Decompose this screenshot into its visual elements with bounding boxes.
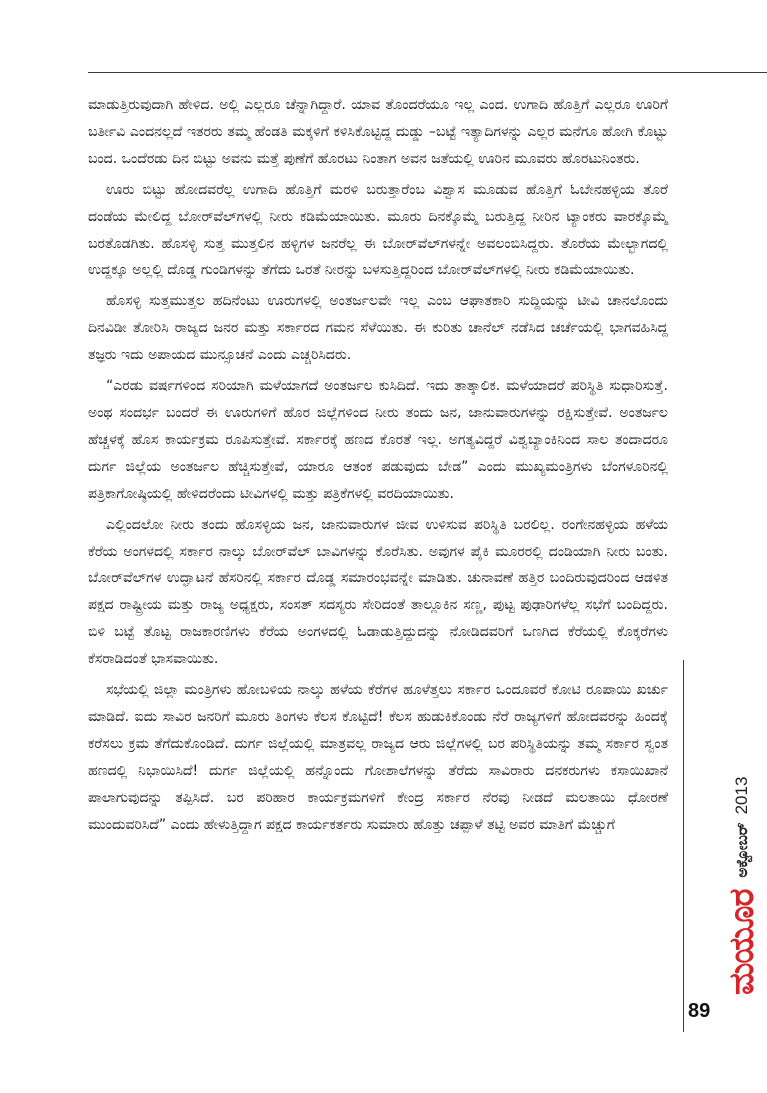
issue-year: 2013 (732, 776, 751, 815)
magazine-info (722, 777, 762, 995)
issue-month: ಅಕ್ಟೋಬರ್ (733, 822, 751, 878)
article-paragraph: “ಎರಡು ವರ್ಷಗಳಿಂದ ಸರಿಯಾಗಿ ಮಳೆಯಾಗದೆ ಅಂತರ್ಜಲ ಕುಸಿದಿದೆ. ಇದು ತಾತ್ಕಾಲಿಕ. ಮಳೆಯಾದರೆ ಪರಿಸ್ಥಿತಿ ಸುಧಾರಿಸುತ್ತೆ. ಅಂಥ ಸಂದರ್ಭ ಬಂದರೆ ಈ ಊರುಗಳಿಗೆ ಹೊರ ಜಿಲ್ಲೆಗಳಿಂದ ನೀರು ತಂದು ಜನ, ಜಾನುವಾರುಗಳನ್ನು ರಕ್ಷಿಸುತ್ತೇವೆ. ಅಂತರ್ಜಲ ಹೆಚ್ಚಳಕ್ಕೆ ಹೊಸ ಕಾರ್ಯಕ್ರಮ ರೂಪಿಸುತ್ತೇವೆ. ಸರ್ಕಾರಕ್ಕೆ ಹಣದ ಕೊರತೆ ಇಲ್ಲ. ಅಗತ್ಯವಿದ್ದರೆ ವಿಶ್ವಬ್ಯಾಂಕಿನಿಂದ ಸಾಲ ತಂದಾದರೂ ದುರ್ಗ ಜಿಲ್ಲೆಯ ಅಂತರ್ಜಲ ಹೆಚ್ಚಿಸುತ್ತೇವೆ, ಯಾರೂ ಆತಂಕ ಪಡುವುದು ಬೇಡ” ಎಂದು ಮುಖ್ಯಮಂತ್ರಿಗಳು ಬೆಂಗಳೂರಿನಲ್ಲಿ ಪತ್ರಿಕಾಗೋಷ್ಠಿಯಲ್ಲಿ ಹೇಳಿದರೆಂದು ಟೀವಿಗಳಲ್ಲಿ ಮತ್ತು ಪತ್ರಿಕೆಗಳಲ್ಲಿ ವರದಿಯಾಯಿತು. (88, 378, 668, 502)
article-paragraph: ಊರು ಬಿಟ್ಟು ಹೋದವರೆಲ್ಲ ಉಗಾದಿ ಹೊತ್ತಿಗೆ ಮರಳಿ ಬರುತ್ತಾರೆಂಬ ವಿಶ್ವಾಸ ಮೂಡುವ ಹೊತ್ತಿಗೆ ಓಬೇನಹಳ್ಳಿಯ ತೊರೆ ದಂಡೆಯ ಮೇಲಿದ್ದ ಬೋರ್‌ವೆಲ್‌ಗಳಲ್ಲಿ ನೀರು ಕಡಿಮೆಯಾಯಿತು. ಮೂರು ದಿನಕ್ಕೊಮ್ಮೆ ಬರುತ್ತಿದ್ದ ನೀರಿನ ಟ್ಯಾಂಕರು ವಾರಕ್ಕೊಮ್ಮೆ ಬರತೊಡಗಿತು. ಹೊಸಳ್ಳಿ ಸುತ್ತ ಮುತ್ತಲಿನ ಹಳ್ಳಿಗಳ ಜನರೆಲ್ಲ ಈ ಬೋರ್‌ವೆಲ್‌ಗಳನ್ನೇ ಅವಲಂಬಿಸಿದ್ದರು. ತೊರೆಯ ಮೇಲ್ಭಾಗದಲ್ಲಿ ಉದ್ದಕ್ಕೂ ಅಲ್ಲಲ್ಲಿ ದೊಡ್ಡ ಗುಂಡಿಗಳನ್ನು ತೆಗೆದು ಒರತೆ ನೀರನ್ನು ಬಳಸುತ್ತಿದ್ದರಿಂದ ಬೋರ್‌ವೆಲ್‌ಗಳಲ್ಲಿ ನೀರು ಕಡಿಮೆಯಾಯಿತು. (88, 181, 668, 279)
sidebar-divider (683, 660, 684, 1032)
article-paragraph: ಎಲ್ಲಿಂದಲೋ ನೀರು ತಂದು ಹೊಸಳ್ಳಿಯ ಜನ, ಜಾನುವಾರುಗಳ ಜೀವ ಉಳಿಸುವ ಪರಿಸ್ಥಿತಿ ಬರಲಿಲ್ಲ. ರಂಗೇನಹಳ್ಳಿಯ ಹಳೆಯ ಕೆರೆಯ ಅಂಗಳದಲ್ಲಿ ಸರ್ಕಾರ ನಾಲ್ಕು ಬೋರ್‌ವೆಲ್ ಬಾವಿಗಳನ್ನು ಕೊರೆಸಿತು. ಅವುಗಳ ಪೈಕಿ ಮೂರರಲ್ಲಿ ದಂಡಿಯಾಗಿ ನೀರು ಬಂತು. ಬೋರ್‌ವೆಲ್‌ಗಳ ಉದ್ಘಾಟನೆ ಹೆಸರಿನಲ್ಲಿ ಸರ್ಕಾರ ದೊಡ್ಡ ಸಮಾರಂಭವನ್ನೇ ಮಾಡಿತು. ಚುನಾವಣೆ ಹತ್ತಿರ ಬಂದಿರುವುದರಿಂದ ಆಡಳಿತ ಪಕ್ಷದ ರಾಷ್ಟ್ರೀಯ ಮತ್ತು ರಾಜ್ಯ ಅಧ್ಯಕ್ಷರು, ಸಂಸತ್ ಸದಸ್ಯರು ಸೇರಿದಂತೆ ತಾಲ್ಲೂಕಿನ ಸಣ್ಣ, ಪುಟ್ಟ ಪುಢಾರಿಗಳೆಲ್ಲ ಸಭೆಗೆ ಬಂದಿದ್ದರು. ಬಿಳಿ ಬಟ್ಟೆ ತೊಟ್ಟ ರಾಜಕಾರಣಿಗಳು ಕೆರೆಯ ಅಂಗಳದಲ್ಲಿ ಓಡಾಡುತ್ತಿದ್ದುದನ್ನು ನೋಡಿದವರಿಗೆ ಒಣಗಿದ ಕೆರೆಯಲ್ಲಿ ಕೊಕ್ಕರೆಗಳು ಕೆಸರಾಡಿದಂತೆ ಭಾಸವಾಯಿತು. (88, 516, 668, 668)
article-paragraph: ಹೊಸಳ್ಳಿ ಸುತ್ತಮುತ್ತಲ ಹದಿನೆಂಟು ಊರುಗಳಲ್ಲಿ ಅಂತರ್ಜಲವೇ ಇಲ್ಲ ಎಂಬ ಆಘಾತಕಾರಿ ಸುದ್ದಿಯನ್ನು ಟೀವಿ ಚಾನಲೊಂದು ದಿನವಿಡೀ ತೋರಿಸಿ ರಾಜ್ಯದ ಜನರ ಮತ್ತು ಸರ್ಕಾರದ ಗಮನ ಸೆಳೆಯಿತು. ಈ ಕುರಿತು ಚಾನೆಲ್ ನಡೆಸಿದ ಚರ್ಚೆಯಲ್ಲಿ ಭಾಗವಹಿಸಿದ್ದ ತಜ್ಞರು ಇದು ಅಪಾಯದ ಮುನ್ಸೂಚನೆ ಎಂದು ಎಚ್ಚರಿಸಿದರು. (88, 293, 668, 364)
article-paragraph: ಸಭೆಯಲ್ಲಿ ಜಿಲ್ಲಾ ಮಂತ್ರಿಗಳು ಹೋಬಳಿಯ ನಾಲ್ಕು ಹಳೆಯ ಕೆರೆಗಳ ಹೂಳೆತ್ತಲು ಸರ್ಕಾರ ಒಂದೂವರೆ ಕೋಟಿ ರೂಪಾಯಿ ಖರ್ಚು ಮಾಡಿದೆ. ಐದು ಸಾವಿರ ಜನರಿಗೆ ಮೂರು ತಿಂಗಳು ಕೆಲಸ ಕೊಟ್ಟಿದೆ! ಕೆಲಸ ಹುಡುಕಿಕೊಂಡು ನೆರೆ ರಾಜ್ಯಗಳಿಗೆ ಹೋದವರನ್ನು ಹಿಂದಕ್ಕೆ ಕರೆಸಲು ಕ್ರಮ ತೆಗೆದುಕೊಂಡಿದೆ. ದುರ್ಗ ಜಿಲ್ಲೆಯಲ್ಲಿ ಮಾತ್ರವಲ್ಲ ರಾಜ್ಯದ ಆರು ಜಿಲ್ಲೆಗಳಲ್ಲಿ ಬರ ಪರಿಸ್ಥಿತಿಯನ್ನು ತಮ್ಮ ಸರ್ಕಾರ ಸ್ವಂತ ಹಣದಲ್ಲಿ ನಿಭಾಯಿಸಿದೆ! ದುರ್ಗ ಜಿಲ್ಲೆಯಲ್ಲಿ ಹನ್ನೊಂದು ಗೋಶಾಲೆಗಳನ್ನು ತೆರೆದು ಸಾವಿರಾರು ದನಕರುಗಳು ಕಸಾಯಿಖಾನೆ ಪಾಲಾಗುವುದನ್ನು ತಪ್ಪಿಸಿದೆ. ಬರ ಪರಿಹಾರ ಕಾರ್ಯಕ್ರಮಗಳಿಗೆ ಕೇಂದ್ರ ಸರ್ಕಾರ ನೆರವು ನೀಡದೆ ಮಲತಾಯಿ ಧೋರಣೆ ಮುಂದುವರಿಸಿದೆ” ಎಂದು ಹೇಳುತ್ತಿದ್ದಾಗ ಪಕ್ಷದ ಕಾರ್ಯಕರ್ತರು ಸುಮಾರು ಹೊತ್ತು ಚಪ್ಪಾಳೆ ತಟ್ಟಿ ಅವರ ಮಾತಿಗೆ ಮೆಚ್ಚುಗೆ (88, 682, 668, 833)
article-body (88, 92, 668, 842)
top-divider (88, 72, 767, 73)
page-number: 89 (688, 1000, 711, 1022)
magazine-logo: ಮಯೂರ (722, 889, 762, 995)
article-paragraph: ಮಾಡುತ್ತಿರುವುದಾಗಿ ಹೇಳಿದ. ಅಲ್ಲಿ ಎಲ್ಲರೂ ಚೆನ್ನಾಗಿದ್ದಾರೆ. ಯಾವ ತೊಂದರೆಯೂ ಇಲ್ಲ ಎಂದ. ಉಗಾದಿ ಹೊತ್ತಿಗೆ ಎಲ್ಲರೂ ಊರಿಗೆ ಬರ್ತೀವಿ ಎಂದನಲ್ಲದೆ ಇತರರು ತಮ್ಮ ಹೆಂಡತಿ ಮಕ್ಕಳಿಗೆ ಕಳಿಸಿಕೊಟ್ಟಿದ್ದ ದುಡ್ಡು –ಬಟ್ಟೆ ಇತ್ಯಾದಿಗಳನ್ನು ಎಲ್ಲರ ಮನೆಗೂ ಹೋಗಿ ಕೊಟ್ಟು ಬಂದ. ಒಂದೆರಡು ದಿನ ಬಿಟ್ಟು ಅವನು ಮತ್ತೆ ಪುಣೆಗೆ ಹೊರಟು ನಿಂತಾಗ ಅವನ ಜತೆಯಲ್ಲಿ ಊರಿನ ಮೂವರು ಹೊರಟುನಿಂತರು. (88, 97, 668, 167)
